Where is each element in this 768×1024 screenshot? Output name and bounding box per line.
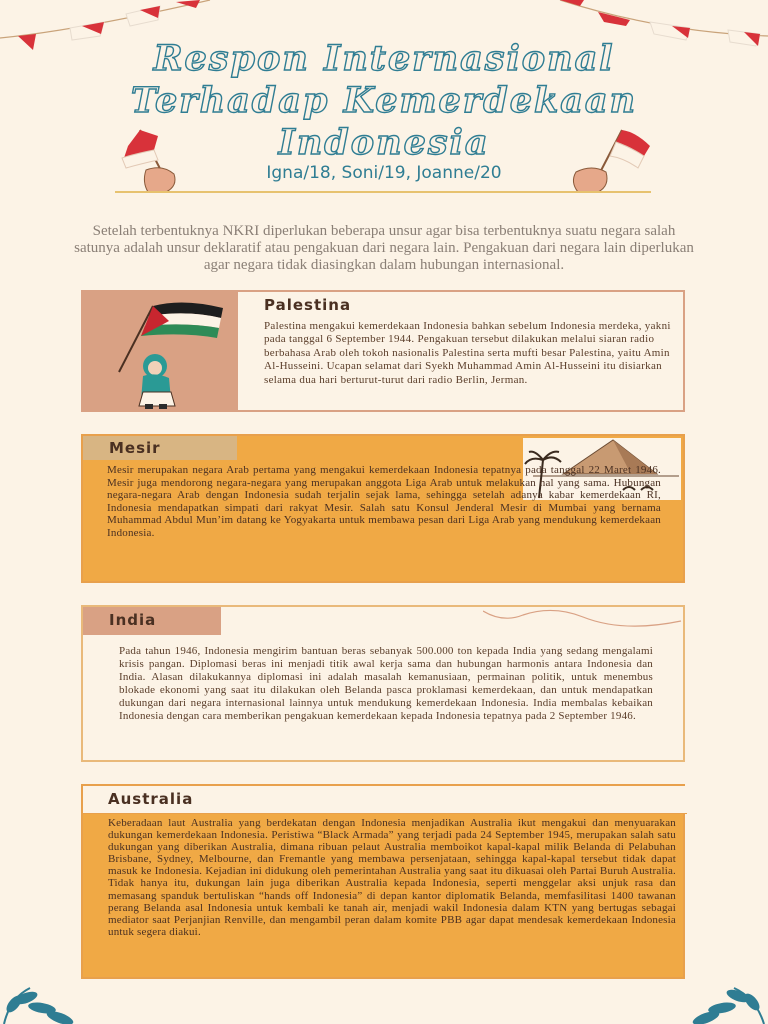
title-line-3: Indonesia (278, 122, 490, 163)
leaf-decoration-icon (690, 978, 768, 1024)
section-australia (81, 784, 685, 979)
section-title-india: India (109, 611, 157, 629)
wave-decoration (483, 607, 683, 637)
title-line-1: Respon Internasional (153, 38, 615, 79)
section-title-palestina: Palestina (264, 296, 352, 314)
hand-flag-icon (566, 126, 656, 196)
title-divider (115, 191, 651, 193)
section-body-australia: Keberadaan laut Australia yang berdekatan dengan Indonesia menjadikan Australia ikut mengakui dan menyuarakan dukungan kemerdekaan Indonesia. Peristiwa “Black Armada” yang terjadi pada 24 September 1945, merupakan salah satu dukungan yang diberikan Australia, dimana ribuan pelaut Australia memboikot kapal-kapal milik Belanda di Pelabuhan Brisbane, Sydney, Melbourne, dan Fremantle yang membawa persenjataan, sehingga kapal-kapal tersebut tidak dapat masuk ke Indonesia. Kejadian ini didukung oleh pemerintahan Australia yang saat itu dikuasai oleh Partai Buruh Australia. Tidak hanya itu, dukungan lain juga diberikan Australia kepada Indonesia, seperti menggelar aksi unjuk rasa dan memasang spanduk bertuliskan “hands off Indonesia” di depan kantor diplomatik Belanda, memfasilitasi 1400 tawanan perang Belanda asal Indonesia untuk kembali ke tanah air, menjadi wakil Indonesia dalam KTN yang bertugas sebagai mediator saat Perjanjian Renville, dan mengambil peran dalam komite PBB agar dapat mendesak kemerdekaan Indonesia untuk segera diakui. (108, 817, 676, 938)
section-body-india: Pada tahun 1946, Indonesia mengirim bantuan beras sebanyak 500.000 ton kepada India yang sedang mengalami krisis pangan. Diplomasi beras ini menjadi titik awal kerja sama dan hubungan harmonis antara Indonesia dan India. Alasan dilakukannya diplomasi ini adalah masalah kemanusiaan, permainan politik, untuk menembus blokade ekonomi yang saat itu dilakukan oleh Belanda pasca proklamasi kemerdekaan, dan untuk mendapatkan dukungan dari negara internasional lainnya untuk mendukung kemerdekaan Indonesia. India membalas kebaikan Indonesia dengan cara memberikan pengakuan kemerdekaan kepada Indonesia tepatnya pada 2 September 1946. (119, 645, 653, 722)
leaf-decoration-icon (0, 978, 80, 1024)
section-india (81, 605, 685, 762)
section-palestina (81, 290, 685, 412)
section-mesir (81, 434, 685, 583)
palestine-illustration (83, 292, 238, 410)
section-title-mesir: Mesir (109, 439, 161, 457)
section-body-palestina: Palestina mengakui kemerdekaan Indonesia bahkan sebelum Indonesia merdeka, yakni pada tanggal 6 September 1944. Pengakuan tersebut dilakukan melalui siaran radio berbahasa Arab oleh tokoh nasionalis Palestina serta mufti besar Palestina, yaitu Amin Al-Husseini. Ucapan selamat dari Syekh Muhammad Amin Al-Husseini itu disiarkan selama dua hari berturut-turut dari radio Berlin, Jerman. (264, 320, 671, 386)
intro-text: Setelah terbentuknya NKRI diperlukan beberapa unsur agar bisa terbentuknya suatu negara salah satunya adalah unsur deklaratif atau pengakuan dari negara lain. Pengakuan dari negara lain diperlukan agar negara tidak diasingkan dalam hubungan internasional. (74, 223, 694, 273)
authors: Igna/18, Soni/19, Joanne/20 (266, 163, 502, 183)
section-title-australia: Australia (108, 790, 194, 808)
palestine-girl-illustration (83, 292, 238, 410)
section-body-mesir: Mesir merupakan negara Arab pertama yang mengakui kemerdekaan Indonesia tepatnya pada tanggal 22 Maret 1946. Mesir juga mendorong negara-negara yang merupakan anggota Liga Arab untuk melakukan hal yang sama. Hubungan negara-negara Arab dengan Indonesia sudah terjalin sejak lama, sehingga setelah adanya kabar kemerdekaan RI, Indonesia mendapatkan simpati dari rakyat Mesir. Salah satu Konsul Jenderal Mesir di Mumbai yang bernama Muhammad Abdul Mun’im datang ke Yogyakarta untuk membawa pesan dari Liga Arab yang mendukung kemerdekaan Indonesia. (107, 464, 661, 539)
hand-flag-icon (118, 126, 198, 196)
title-line-2: Terhadap Kemerdekaan (130, 80, 638, 121)
